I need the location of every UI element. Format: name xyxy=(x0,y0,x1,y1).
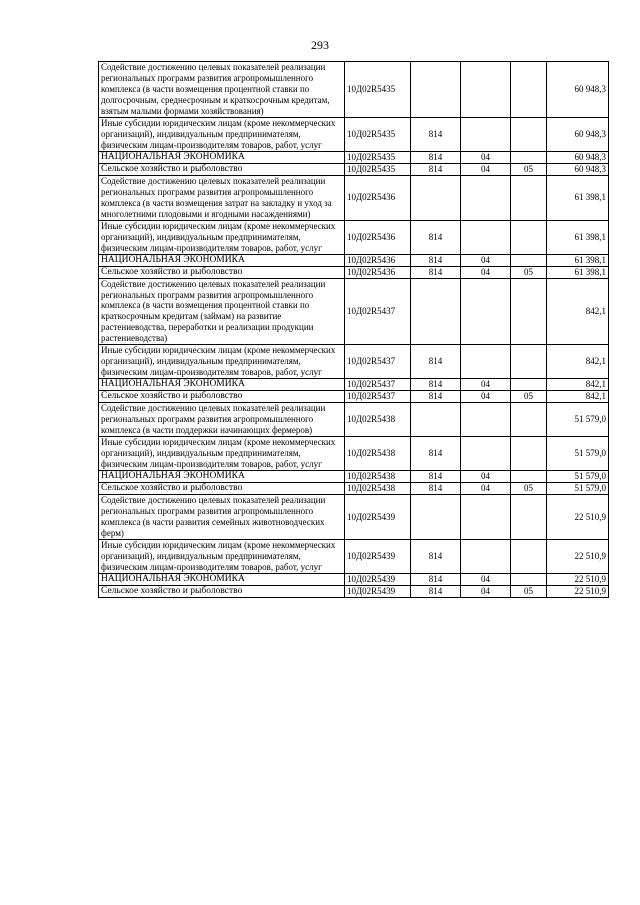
amount-cell: 61 398,1 xyxy=(547,266,609,278)
subsection-cell xyxy=(511,220,547,254)
subsection-cell: 05 xyxy=(511,483,547,495)
section-cell: 04 xyxy=(461,483,511,495)
subsection-cell xyxy=(511,345,547,379)
row-name-cell: Иные субсидии юридическим лицам (кроме некоммерческих организаций), индивидуальным предпринимателям, физическим лицам-производителям товаров, работ, услуг xyxy=(99,345,345,379)
target-article-code-cell: 10Д02R5439 xyxy=(345,585,411,597)
section-cell xyxy=(461,62,511,118)
row-name-cell: НАЦИОНАЛЬНАЯ ЭКОНОМИКА xyxy=(99,379,345,391)
section-cell xyxy=(461,403,511,437)
target-article-code-cell: 10Д02R5439 xyxy=(345,573,411,585)
amount-cell: 61 398,1 xyxy=(547,220,609,254)
expense-type-cell: 814 xyxy=(411,539,461,573)
expense-type-cell: 814 xyxy=(411,483,461,495)
amount-cell: 51 579,0 xyxy=(547,437,609,471)
target-article-code-cell: 10Д02R5437 xyxy=(345,278,411,345)
row-name-cell: Содействие достижению целевых показателей реализации региональных программ развития агропромышленного комплекса (в части возмещения процентной ставки по долгосрочным, среднесрочным и краткосрочным кредитам, взятым малыми формами хозяйствования) xyxy=(99,62,345,118)
row-name-cell: НАЦИОНАЛЬНАЯ ЭКОНОМИКА xyxy=(99,151,345,163)
table-row xyxy=(99,471,609,483)
expense-type-cell: 814 xyxy=(411,117,461,151)
target-article-code-cell: 10Д02R5436 xyxy=(345,254,411,266)
subsection-cell xyxy=(511,573,547,585)
row-name-cell: НАЦИОНАЛЬНАЯ ЭКОНОМИКА xyxy=(99,573,345,585)
table-row xyxy=(99,539,609,573)
table-row xyxy=(99,117,609,151)
row-name-cell: НАЦИОНАЛЬНАЯ ЭКОНОМИКА xyxy=(99,254,345,266)
table-row xyxy=(99,151,609,163)
target-article-code-cell: 10Д02R5438 xyxy=(345,437,411,471)
subsection-cell: 05 xyxy=(511,391,547,403)
amount-cell: 60 948,3 xyxy=(547,163,609,175)
section-cell xyxy=(461,539,511,573)
expense-type-cell xyxy=(411,175,461,220)
table-row xyxy=(99,585,609,597)
table-row xyxy=(99,403,609,437)
target-article-code-cell: 10Д02R5437 xyxy=(345,345,411,379)
amount-cell: 61 398,1 xyxy=(547,254,609,266)
target-article-code-cell: 10Д02R5435 xyxy=(345,62,411,118)
row-name-cell: Сельское хозяйство и рыболовство xyxy=(99,585,345,597)
amount-cell: 842,1 xyxy=(547,391,609,403)
target-article-code-cell: 10Д02R5437 xyxy=(345,379,411,391)
expense-type-cell: 814 xyxy=(411,391,461,403)
subsection-cell xyxy=(511,151,547,163)
section-cell: 04 xyxy=(461,254,511,266)
subsection-cell xyxy=(511,539,547,573)
table-row xyxy=(99,437,609,471)
target-article-code-cell: 10Д02R5435 xyxy=(345,163,411,175)
expense-type-cell: 814 xyxy=(411,573,461,585)
row-name-cell: НАЦИОНАЛЬНАЯ ЭКОНОМИКА xyxy=(99,471,345,483)
target-article-code-cell: 10Д02R5438 xyxy=(345,403,411,437)
amount-cell: 60 948,3 xyxy=(547,117,609,151)
expense-type-cell: 814 xyxy=(411,151,461,163)
subsection-cell: 05 xyxy=(511,585,547,597)
subsection-cell xyxy=(511,62,547,118)
expense-type-cell: 814 xyxy=(411,345,461,379)
table-row xyxy=(99,254,609,266)
section-cell: 04 xyxy=(461,585,511,597)
section-cell xyxy=(461,495,511,540)
subsection-cell: 05 xyxy=(511,266,547,278)
table-row xyxy=(99,483,609,495)
expense-type-cell: 814 xyxy=(411,585,461,597)
subsection-cell xyxy=(511,254,547,266)
section-cell: 04 xyxy=(461,266,511,278)
amount-cell: 22 510,9 xyxy=(547,585,609,597)
expense-type-cell: 814 xyxy=(411,163,461,175)
subsection-cell xyxy=(511,175,547,220)
row-name-cell: Иные субсидии юридическим лицам (кроме некоммерческих организаций), индивидуальным предпринимателям, физическим лицам-производителям товаров, работ, услуг xyxy=(99,117,345,151)
table-row xyxy=(99,345,609,379)
section-cell xyxy=(461,278,511,345)
amount-cell: 51 579,0 xyxy=(547,403,609,437)
row-name-cell: Содействие достижению целевых показателей реализации региональных программ развития агропромышленного комплекса (в части развития семейных животноводческих ферм) xyxy=(99,495,345,540)
amount-cell: 60 948,3 xyxy=(547,62,609,118)
page-number: 293 xyxy=(311,38,329,52)
section-cell: 04 xyxy=(461,471,511,483)
expense-type-cell: 814 xyxy=(411,220,461,254)
subsection-cell xyxy=(511,437,547,471)
table-row xyxy=(99,175,609,220)
row-name-cell: Сельское хозяйство и рыболовство xyxy=(99,483,345,495)
amount-cell: 842,1 xyxy=(547,345,609,379)
row-name-cell: Иные субсидии юридическим лицам (кроме некоммерческих организаций), индивидуальным предпринимателям, физическим лицам-производителям товаров, работ, услуг xyxy=(99,220,345,254)
section-cell: 04 xyxy=(461,151,511,163)
row-name-cell: Сельское хозяйство и рыболовство xyxy=(99,163,345,175)
target-article-code-cell: 10Д02R5436 xyxy=(345,266,411,278)
section-cell: 04 xyxy=(461,391,511,403)
target-article-code-cell: 10Д02R5435 xyxy=(345,117,411,151)
section-cell xyxy=(461,220,511,254)
section-cell: 04 xyxy=(461,379,511,391)
amount-cell: 51 579,0 xyxy=(547,471,609,483)
amount-cell: 60 948,3 xyxy=(547,151,609,163)
target-article-code-cell: 10Д02R5436 xyxy=(345,175,411,220)
expense-type-cell: 814 xyxy=(411,254,461,266)
amount-cell: 842,1 xyxy=(547,379,609,391)
row-name-cell: Иные субсидии юридическим лицам (кроме некоммерческих организаций), индивидуальным предпринимателям, физическим лицам-производителям товаров, работ, услуг xyxy=(99,437,345,471)
subsection-cell xyxy=(511,117,547,151)
amount-cell: 51 579,0 xyxy=(547,483,609,495)
table-row xyxy=(99,220,609,254)
subsection-cell: 05 xyxy=(511,163,547,175)
expense-type-cell: 814 xyxy=(411,437,461,471)
row-name-cell: Сельское хозяйство и рыболовство xyxy=(99,391,345,403)
table-row xyxy=(99,495,609,540)
row-name-cell: Сельское хозяйство и рыболовство xyxy=(99,266,345,278)
subsection-cell xyxy=(511,471,547,483)
row-name-cell: Иные субсидии юридическим лицам (кроме некоммерческих организаций), индивидуальным предпринимателям, физическим лицам-производителям товаров, работ, услуг xyxy=(99,539,345,573)
subsection-cell xyxy=(511,379,547,391)
expense-type-cell xyxy=(411,62,461,118)
target-article-code-cell: 10Д02R5439 xyxy=(345,495,411,540)
target-article-code-cell: 10Д02R5438 xyxy=(345,471,411,483)
section-cell xyxy=(461,117,511,151)
section-cell: 04 xyxy=(461,163,511,175)
expense-type-cell xyxy=(411,495,461,540)
section-cell xyxy=(461,175,511,220)
target-article-code-cell: 10Д02R5439 xyxy=(345,539,411,573)
subsection-cell xyxy=(511,403,547,437)
amount-cell: 61 398,1 xyxy=(547,175,609,220)
target-article-code-cell: 10Д02R5438 xyxy=(345,483,411,495)
table-row xyxy=(99,573,609,585)
target-article-code-cell: 10Д02R5436 xyxy=(345,220,411,254)
budget-table-body xyxy=(99,62,609,598)
subsection-cell xyxy=(511,495,547,540)
table-row xyxy=(99,266,609,278)
expense-type-cell: 814 xyxy=(411,379,461,391)
row-name-cell: Содействие достижению целевых показателей реализации региональных программ развития агропромышленного комплекса (в части поддержки начинающих фермеров) xyxy=(99,403,345,437)
amount-cell: 22 510,9 xyxy=(547,495,609,540)
budget-table xyxy=(98,61,609,598)
section-cell xyxy=(461,437,511,471)
target-article-code-cell: 10Д02R5435 xyxy=(345,151,411,163)
table-row xyxy=(99,163,609,175)
row-name-cell: Содействие достижению целевых показателей реализации региональных программ развития агропромышленного комплекса (в части возмещения процентной ставки по краткосрочным кредитам (займам) на развитие растениеводства, переработки и реализации продукции растениеводства) xyxy=(99,278,345,345)
section-cell xyxy=(461,345,511,379)
expense-type-cell: 814 xyxy=(411,471,461,483)
amount-cell: 842,1 xyxy=(547,278,609,345)
expense-type-cell xyxy=(411,278,461,345)
expense-type-cell: 814 xyxy=(411,266,461,278)
amount-cell: 22 510,9 xyxy=(547,539,609,573)
subsection-cell xyxy=(511,278,547,345)
expense-type-cell xyxy=(411,403,461,437)
table-row xyxy=(99,278,609,345)
table-row xyxy=(99,379,609,391)
target-article-code-cell: 10Д02R5437 xyxy=(345,391,411,403)
section-cell: 04 xyxy=(461,573,511,585)
table-row xyxy=(99,62,609,118)
table-row xyxy=(99,391,609,403)
row-name-cell: Содействие достижению целевых показателей реализации региональных программ развития агропромышленного комплекса (в части возмещения затрат на закладку и уход за многолетними плодовыми и ягодными насаждениями) xyxy=(99,175,345,220)
amount-cell: 22 510,9 xyxy=(547,573,609,585)
